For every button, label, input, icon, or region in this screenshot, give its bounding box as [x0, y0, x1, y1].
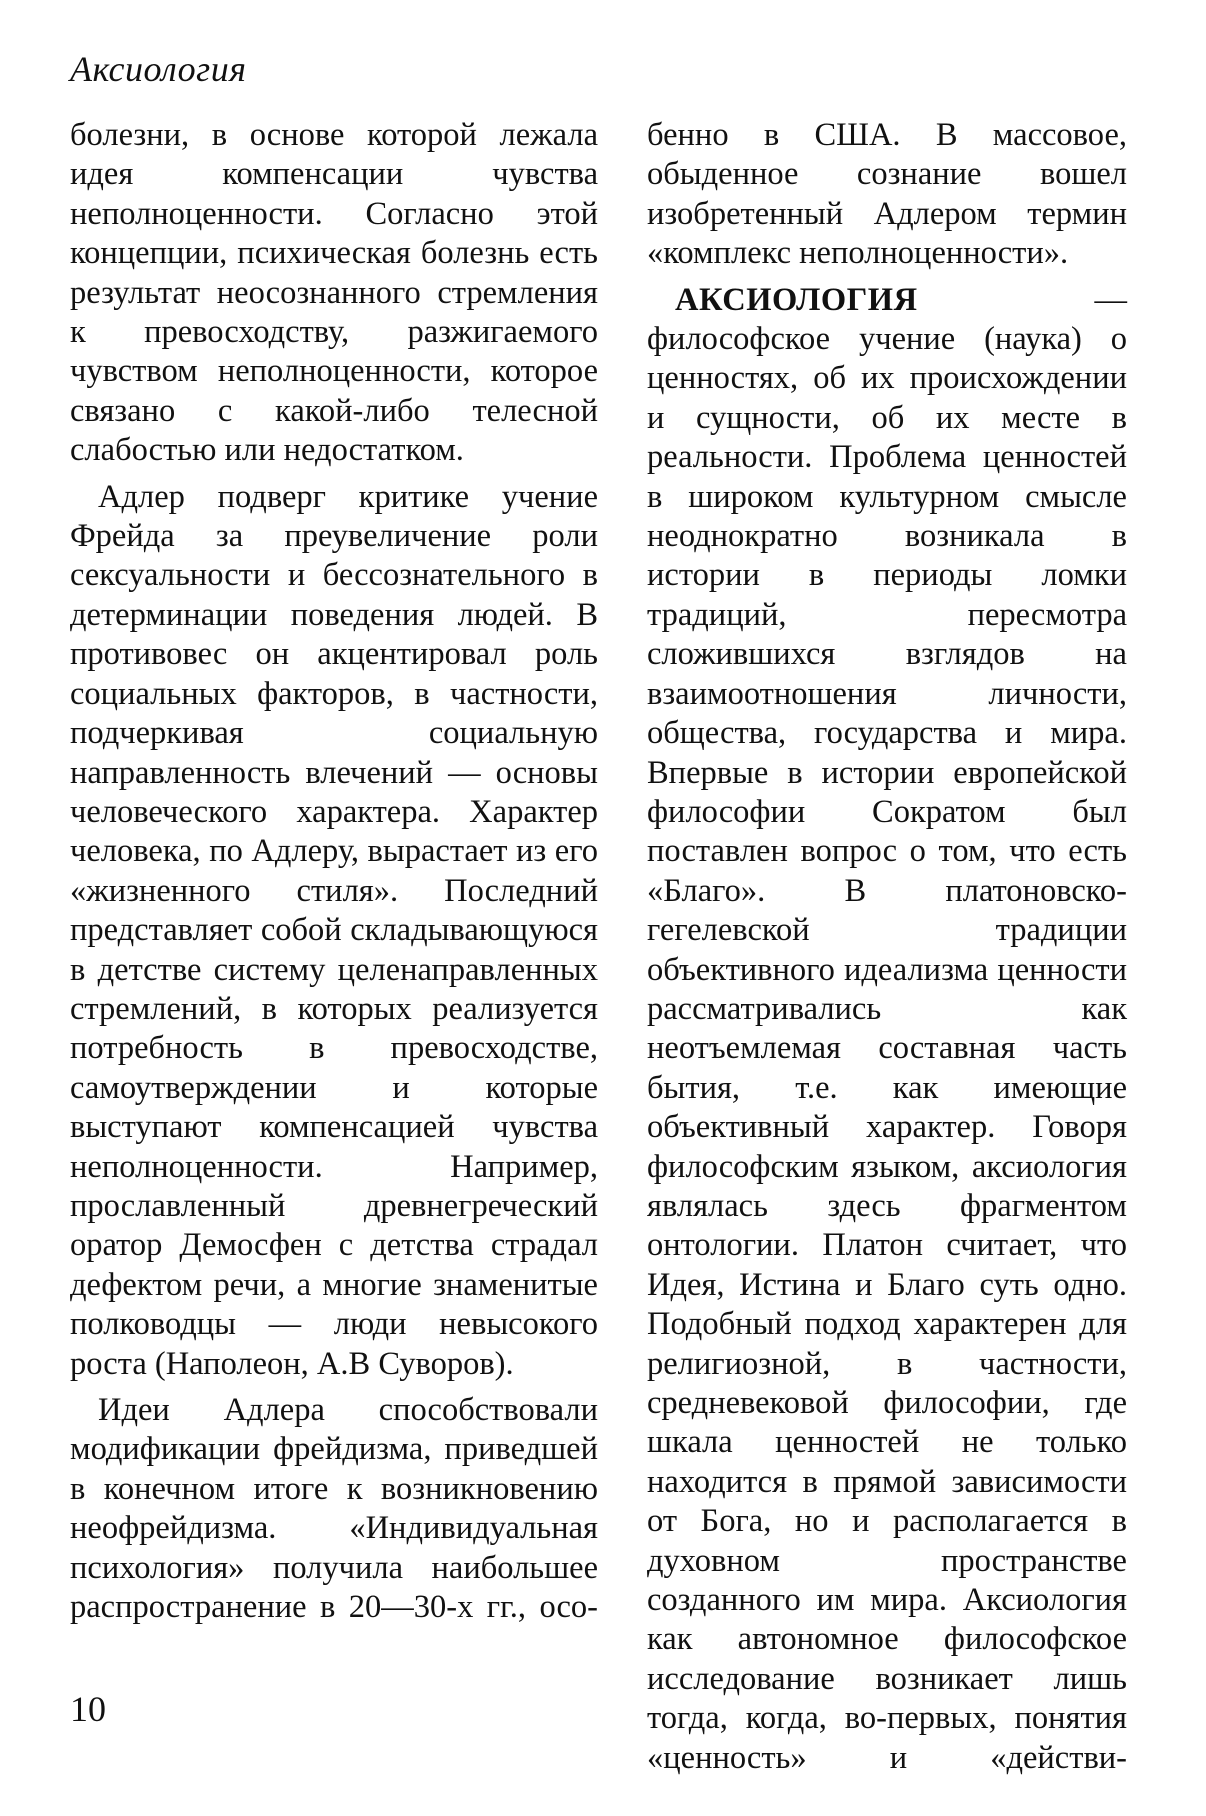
left-paragraph-1: болезни, в основе которой лежала идея компенсации чувства неполноценности. Согласно этой концепции, психическая болезнь есть результат неосознанного стремления к превосходству, разжигаемого чувством неполноценности, которое связано с какой-либо телесной слабостью или недостатком.	[70, 117, 598, 469]
page-number: 10	[70, 1689, 106, 1729]
left-column	[70, 116, 598, 1634]
entry-term: АКСИОЛОГИЯ	[675, 281, 918, 318]
dictionary-entry	[647, 281, 1127, 1778]
right-column	[647, 116, 1127, 1785]
entry-body: — философское учение (наука) о ценностях, об их происхождении и сущности, об их месте в реальности. Проблема ценностей в широком культурном смысле неоднократно возникала в истории в периоды ломки традиций, пересмотра сложившихся взглядов на взаимоотношения личности, общества, государства и мира. Впервые в истории европейской философии Сократом был поставлен вопрос о том, что есть «Благо». В платоновско-гегелевской традиции объективного идеализма ценности рассматривались как неотъемлемая составная часть бытия, т.е. как имеющие объективный характер. Говоря философским языком, аксиология являлась здесь фрагментом онтологии. Платон считает, что Идея, Истина и Благо суть одно. Подобный подход характерен для религиозной, в частности, средневековой философии, где шкала ценностей не только находится в прямой зависимости от Бога, но и располагается в духовном пространстве созданного им мира. Аксиология как автономное философское исследование возникает лишь тогда, когда, во-первых, понятия «ценность» и «действи-	[647, 281, 1127, 1776]
right-paragraph-1: бенно в США. В массовое, обыденное сознание вошел изобретенный Адлером термин «комплекс неполноценности».	[647, 117, 1127, 272]
left-paragraph-2: Адлер подверг критике учение Фрейда за преувеличение роли сексуальности и бессознательного в детерминации поведения людей. В противовес он акцентировал роль социальных факторов, в частности, подчеркивая социальную направленность влечений — основы человеческого характера. Характер человека, по Адлеру, вырастает из его «жизненного стиля». Последний представляет собой складывающуюся в детстве систему целенаправленных стремлений, в которых реализуется потребность в превосходстве, самоутверждении и которые выступают компенсацией чувства неполноценности. Например, прославленный древнегреческий оратор Демосфен с детства страдал дефектом речи, а многие знаменитые полководцы — люди невысокого роста (Наполеон, А.В Суворов).	[70, 478, 598, 1382]
left-paragraph-3: Идеи Адлера способствовали модификации фрейдизма, приведшей в конечном итоге к возникновению неофрейдизма. «Индивидуальная психология» получила наибольшее распространение в 20—30-х гг., осо-	[70, 1392, 598, 1626]
running-head: Аксиология	[70, 49, 247, 89]
